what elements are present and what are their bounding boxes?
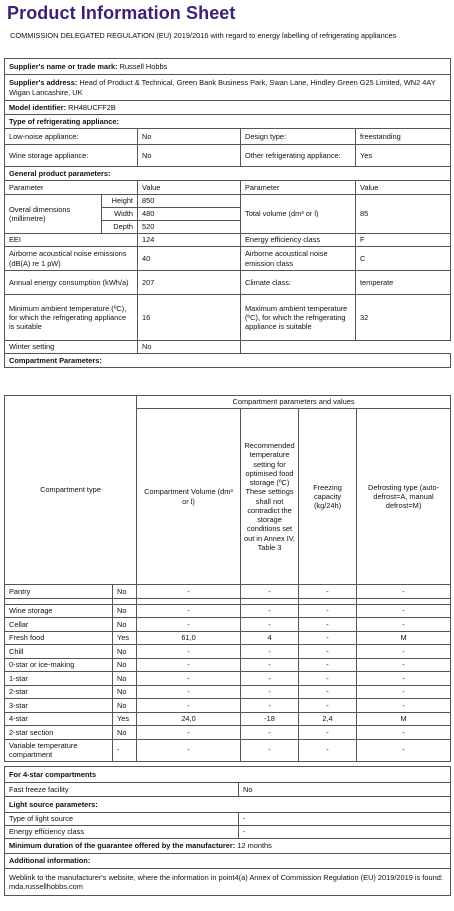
four-star-heading: For 4-star compartments — [5, 767, 451, 783]
compartment-row — [5, 739, 451, 761]
compartment-temp: -18 — [241, 712, 299, 726]
winter-value: No — [138, 341, 241, 354]
compartment-volume: - — [137, 618, 241, 632]
light-heading: Light source parameters: — [5, 797, 451, 813]
compartment-present: No — [113, 585, 137, 599]
guarantee-value: 12 months — [237, 841, 272, 851]
general-table — [4, 58, 451, 368]
compartment-temp: - — [241, 618, 299, 632]
compartment-defrost: M — [357, 631, 451, 645]
compartment-row — [5, 726, 451, 740]
design-type-value: freestanding — [356, 129, 451, 145]
compartment-table — [4, 395, 451, 762]
param-header: Parameter — [5, 181, 138, 195]
compartment-row — [5, 712, 451, 726]
other-label: Other refrigerating appliance: — [241, 145, 356, 167]
min-temp-value: 16 — [138, 295, 241, 341]
comp-params-header: Compartment parameters and values — [137, 396, 451, 409]
supplier-address-row: Supplier's address: Head of Product & Technical, Green Bank Business Park, Swan Lane, Hindley Green G25 Limited, WN2 4AY Wigan Lancashire, UK — [5, 75, 451, 101]
light-type-value: - — [239, 813, 451, 826]
max-temp-label: Maximum ambient temperature (ºC), for which the refrigerating appliance is suitable — [241, 295, 356, 341]
fast-freeze-value: No — [239, 783, 451, 797]
compartment-name: Wine storage — [5, 604, 113, 618]
comp-volume-header: Compartment Volume (dm³ or l) — [137, 409, 241, 585]
regulation-text: COMMISSION DELEGATED REGULATION (EU) 2019/2016 with regard to energy labelling of refrigerating appliances — [10, 31, 397, 40]
compartment-defrost: - — [357, 585, 451, 599]
compartment-defrost: - — [357, 739, 451, 761]
compartment-defrost: - — [357, 618, 451, 632]
compartment-freeze: - — [299, 658, 357, 672]
page-title: Product Information Sheet — [7, 3, 236, 23]
compartment-row — [5, 699, 451, 713]
value-header-2: Value — [356, 181, 451, 195]
low-noise-value: No — [138, 129, 241, 145]
compartment-rows — [5, 585, 451, 762]
compartment-volume: - — [137, 645, 241, 659]
compartment-temp: - — [241, 672, 299, 686]
compartment-freeze: - — [299, 645, 357, 659]
bottom-table — [4, 766, 451, 896]
width-label: Width — [102, 208, 138, 221]
additional-heading: Additional information: — [5, 854, 451, 869]
compartment-present: No — [113, 618, 137, 632]
compartment-present: - — [113, 739, 137, 761]
compartment-present: No — [113, 658, 137, 672]
compartment-temp: - — [241, 604, 299, 618]
comp-temp-header: Recommended temperature setting for optimised food storage (ºC) These settings shall not contradict the storage conditions set out in Annex IV, Table 3 — [241, 409, 299, 585]
compartment-row — [5, 672, 451, 686]
total-volume-value: 85 — [356, 195, 451, 234]
depth-label: Depth — [102, 221, 138, 234]
light-type-label: Type of light source — [5, 813, 239, 826]
compartment-row — [5, 604, 451, 618]
height-value: 850 — [138, 195, 241, 208]
compartment-name: 2-star — [5, 685, 113, 699]
noise-class-label: Airborne acoustical noise emission class — [241, 247, 356, 271]
compartment-temp: - — [241, 699, 299, 713]
compartment-temp: - — [241, 645, 299, 659]
compartment-row — [5, 618, 451, 632]
supplier-address-value: Head of Product & Technical, Green Bank Business Park, Swan Lane, Hindley Green G25 Limited, WN2 4AY Wigan Lancashire, UK — [9, 78, 436, 97]
noise-value: 40 — [138, 247, 241, 271]
compartment-temp: - — [241, 658, 299, 672]
model-value: RH48UCFF2B — [68, 102, 116, 112]
width-value: 480 — [138, 208, 241, 221]
supplier-name-row: Supplier's name or trade mark: Russell Hobbs — [5, 59, 451, 75]
param-header-2: Parameter — [241, 181, 356, 195]
compartment-defrost: M — [357, 712, 451, 726]
compartment-freeze: - — [299, 739, 357, 761]
climate-value: temperate — [356, 271, 451, 295]
weblink-value[interactable]: mda.russellhobbs.com — [9, 882, 83, 891]
compartment-defrost: - — [357, 645, 451, 659]
compartment-name: 2-star section — [5, 726, 113, 740]
model-row: Model identifier: RH48UCFF2B — [5, 101, 451, 115]
compartment-present: No — [113, 645, 137, 659]
compartment-freeze: - — [299, 726, 357, 740]
compartment-freeze: 2,4 — [299, 712, 357, 726]
compartment-volume: - — [137, 658, 241, 672]
compartment-name: Fresh food — [5, 631, 113, 645]
compartment-temp: - — [241, 739, 299, 761]
total-volume-label: Total volume (dm³ or l) — [241, 195, 356, 234]
compartment-defrost: - — [357, 604, 451, 618]
compartment-defrost: - — [357, 672, 451, 686]
comp-freeze-header: Freezing capacity (kg/24h) — [299, 409, 357, 585]
compartment-volume: 61,0 — [137, 631, 241, 645]
compartment-name: 1-star — [5, 672, 113, 686]
overall-dimensions-label: Overal dimensions (millimetre) — [5, 195, 102, 234]
compartment-volume: - — [137, 685, 241, 699]
wine-label: Wine storage appliance: — [5, 145, 138, 167]
value-header: Value — [138, 181, 241, 195]
compartment-defrost: - — [357, 658, 451, 672]
eei-value: 124 — [138, 234, 241, 247]
annual-consumption-label: Annual energy consumption (kWh/a) — [5, 271, 138, 295]
compartment-volume: - — [137, 726, 241, 740]
compartment-name: Chill — [5, 645, 113, 659]
noise-class-value: C — [356, 247, 451, 271]
compartment-present: Yes — [113, 712, 137, 726]
compartment-freeze: - — [299, 672, 357, 686]
compartment-freeze: - — [299, 631, 357, 645]
compartment-name: 0-star or ice-making — [5, 658, 113, 672]
compartment-present: No — [113, 685, 137, 699]
compartment-temp: - — [241, 726, 299, 740]
annual-consumption-value: 207 — [138, 271, 241, 295]
eei-label: EEI — [5, 234, 138, 247]
compartment-name: 4-star — [5, 712, 113, 726]
compartment-volume: 24,0 — [137, 712, 241, 726]
weblink-row: Weblink to the manufacturer's website, where the information in point4(a) Annex of Commission Regulation (EU) 2019/2019 is found: mda.russellhobbs.com — [5, 869, 451, 896]
design-type-label: Design type: — [241, 129, 356, 145]
compartment-name: Pantry — [5, 585, 113, 599]
max-temp-value: 32 — [356, 295, 451, 341]
compartment-name: 3-star — [5, 699, 113, 713]
compartment-volume: - — [137, 585, 241, 599]
min-temp-label: Minimum ambient temperature (ºC), for which the refrigerating appliance is suitable — [5, 295, 138, 341]
compartment-row — [5, 585, 451, 599]
compartment-volume: - — [137, 699, 241, 713]
compartment-present: No — [113, 672, 137, 686]
winter-label: Winter setting — [5, 341, 138, 354]
energy-class-value: F — [356, 234, 451, 247]
compartment-row — [5, 631, 451, 645]
general-heading: General product parameters: — [5, 167, 451, 181]
compartment-name: Cellar — [5, 618, 113, 632]
compartment-temp: 4 — [241, 631, 299, 645]
compartment-present: No — [113, 604, 137, 618]
climate-label: Climate class: — [241, 271, 356, 295]
compartment-temp: - — [241, 685, 299, 699]
type-heading: Type of refrigerating appliance: — [5, 115, 451, 129]
supplier-name-value: Russell Hobbs — [119, 61, 168, 71]
compartment-row — [5, 658, 451, 672]
compartment-name: Variable temperature compartment — [5, 739, 113, 761]
noise-label: Airborne acoustical noise emissions (dB(A) re 1 pW) — [5, 247, 138, 271]
light-class-label: Energy efficiency class — [5, 826, 239, 839]
compartment-row — [5, 685, 451, 699]
compartment-freeze: - — [299, 604, 357, 618]
fast-freeze-label: Fast freeze facility — [5, 783, 239, 797]
compartment-defrost: - — [357, 685, 451, 699]
compartment-defrost: - — [357, 726, 451, 740]
compartment-volume: - — [137, 739, 241, 761]
compartment-present: No — [113, 699, 137, 713]
compartment-freeze: - — [299, 618, 357, 632]
compartment-present: No — [113, 726, 137, 740]
compartment-heading: Compartment Parameters: — [5, 354, 451, 368]
comp-defrost-header: Defrosting type (auto-defrost=A, manual defrost=M) — [357, 409, 451, 585]
compartment-freeze: - — [299, 585, 357, 599]
compartment-defrost: - — [357, 699, 451, 713]
wine-value: No — [138, 145, 241, 167]
low-noise-label: Low-noise appliance: — [5, 129, 138, 145]
other-value: Yes — [356, 145, 451, 167]
comp-type-header: Compartment type — [5, 396, 137, 585]
compartment-volume: - — [137, 672, 241, 686]
compartment-freeze: - — [299, 685, 357, 699]
energy-class-label: Energy efficiency class — [241, 234, 356, 247]
depth-value: 520 — [138, 221, 241, 234]
compartment-volume: - — [137, 604, 241, 618]
height-label: Height — [102, 195, 138, 208]
guarantee-row: Minimum duration of the guarantee offered by the manufacturer: 12 months — [5, 839, 451, 854]
compartment-row — [5, 645, 451, 659]
compartment-temp: - — [241, 585, 299, 599]
compartment-present: Yes — [113, 631, 137, 645]
light-class-value: - — [239, 826, 451, 839]
compartment-freeze: - — [299, 699, 357, 713]
